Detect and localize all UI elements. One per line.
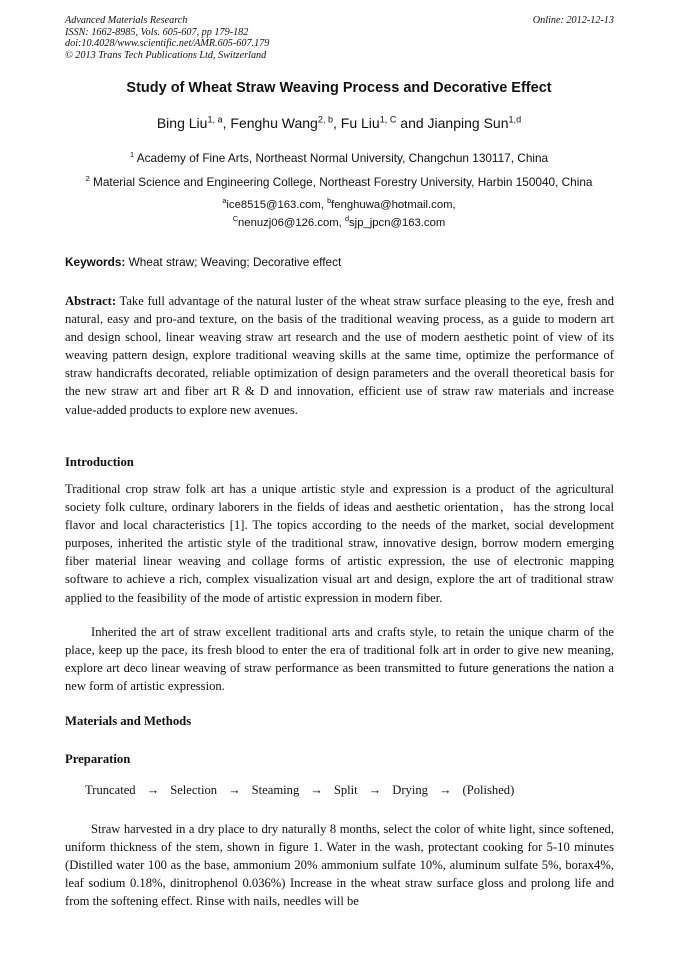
affiliation-text: Academy of Fine Arts, Northeast Normal University, Changchun 130117, China xyxy=(136,151,549,165)
preparation-heading: Preparation xyxy=(65,752,131,766)
process-step: Selection xyxy=(170,783,218,797)
author-separator: , xyxy=(222,115,231,131)
affiliation-text: Material Science and Engineering College, Northeast Forestry University, Harbin 150040, China xyxy=(93,175,593,189)
author-separator: and xyxy=(396,115,428,131)
keywords-label: Keywords: xyxy=(65,255,126,269)
email-line-1 xyxy=(0,196,678,211)
paper-title: Study of Wheat Straw Weaving Process and Decorative Effect xyxy=(126,80,552,96)
materials-methods-heading: Materials and Methods xyxy=(65,714,192,728)
affiliation-2 xyxy=(0,175,678,189)
copyright-line: © 2013 Trans Tech Publications Ltd, Switzerland xyxy=(65,49,267,61)
arrow-right-icon: → xyxy=(228,783,241,797)
author-name: Bing Liu xyxy=(156,115,208,131)
introduction-heading: Introduction xyxy=(65,455,134,469)
author-name: Jianping Sun xyxy=(427,115,509,131)
email-mark: b xyxy=(327,196,332,206)
email-c: nenuzj06@126.com, xyxy=(238,217,342,229)
author-list xyxy=(0,115,678,131)
keywords xyxy=(65,255,615,269)
preparation-paragraph: Straw harvested in a dry place to dry naturally 8 months, select the color of white light, since softened, uniform thickness of the stem, shown in figure 1. Water in the wash, protectant cooking for 5-10 minutes (Distilled water 100 as the base, ammonium 20% ammonium sulfate 10%, aluminum sulfate 5%, borax4%, leaf sodium 0.18%, dinitrophenol 0.036%) Increase in the wheat straw surface gloss and prolong life and from the softening effect. Rinse with nails, needles will be xyxy=(65,822,614,909)
process-step: Drying xyxy=(392,783,428,797)
author-name: Fu Liu xyxy=(340,115,380,131)
abstract-text: Take full advantage of the natural luster of the wheat straw surface pleasing to the eye, fresh and natural, easy and pro-and texture, on the basis of the traditional weaving process, as a guide to modern art and design school, linear weaving straw art research and the use of modern aesthetic point of view of its weaving pattern design, explore traditional weaving skills at the same time, optimize the performance of straw handicrafts decorated, reliable optimization of design parameters and the overall theoretical basis for the new straw art and fiber art R & D and innovation, efficient use of straw raw materials and increase value-added products to explore new avenues. xyxy=(65,294,614,417)
process-step: Truncated xyxy=(85,783,136,797)
arrow-right-icon: → xyxy=(310,783,323,797)
author-affiliation-mark: 2, b xyxy=(317,114,333,125)
email-d: sjp_jpcn@163.com xyxy=(349,217,446,229)
affiliation-mark: 1 xyxy=(129,150,135,160)
affiliation-mark: 2 xyxy=(85,174,90,184)
introduction-paragraph-2: Inherited the art of straw excellent traditional arts and crafts style, to retain the unique charm of the place, keep up the pace, its fresh blood to enter the era of traditional folk art in order to give new meaning, explore art deco linear weaving of straw performance as been transmitted to future generations the nation a new form of artistic expression. xyxy=(65,625,614,694)
email-mark: a xyxy=(222,196,227,206)
issn-line: ISSN: 1662-8985, Vols. 605-607, pp 179-182 xyxy=(65,26,249,38)
process-flow xyxy=(85,783,514,798)
arrow-right-icon: → xyxy=(146,783,160,797)
introduction-paragraph-1: Traditional crop straw folk art has a unique artistic style and expression is a product of the agricultural society folk culture, ordinary laborers in the fields of ideas and aesthetic orientation，has the strong local flavor and local characteristics [1]. The topics according to the needs of the market, social development purposes, inherited the artistic style of the traditional straw, innovative design, borrow modern emerging fiber material linear weaving and collage forms of artistic expression, the use of electronic mapping software to achieve a rich, complex visualization visual art and design, explore the art of traditional straw applied to the feasibility of the mode of artistic expression in modern fiber. xyxy=(65,482,614,605)
affiliation-1 xyxy=(0,151,678,165)
online-date: Online: 2012-12-13 xyxy=(532,15,614,26)
process-step: (Polished) xyxy=(462,783,515,797)
email-b: fenghuwa@hotmail.com, xyxy=(331,199,456,211)
arrow-right-icon: → xyxy=(438,783,452,797)
abstract-label: Abstract: xyxy=(65,294,117,308)
author-affiliation-mark: 1,d xyxy=(508,114,522,125)
process-step: Split xyxy=(333,783,358,797)
journal-name: Advanced Materials Research xyxy=(65,15,188,26)
process-step: Steaming xyxy=(251,783,300,797)
journal-header xyxy=(65,15,614,61)
author-name: Fenghu Wang xyxy=(230,115,318,131)
email-a: ice8515@163.com, xyxy=(226,199,324,211)
author-separator: , xyxy=(333,115,341,131)
author-affiliation-mark: 1, a xyxy=(207,114,223,125)
keywords-text: Wheat straw; Weaving; Decorative effect xyxy=(128,255,342,269)
doi-line: doi:10.4028/www.scientific.net/AMR.605-607.179 xyxy=(65,38,270,50)
arrow-right-icon: → xyxy=(368,783,382,797)
author-affiliation-mark: 1, C xyxy=(379,114,397,125)
abstract xyxy=(65,292,614,419)
email-line-2 xyxy=(0,214,678,229)
email-mark: d xyxy=(344,214,350,224)
email-mark: C xyxy=(232,214,239,224)
